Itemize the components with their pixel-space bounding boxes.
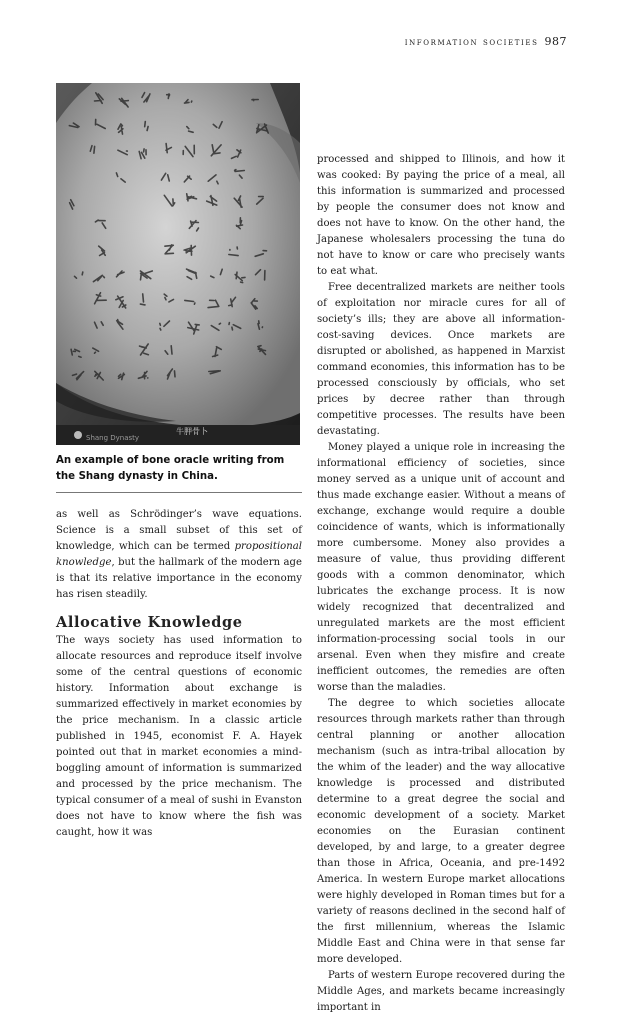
text-run: as well as Schrödinger’s wave equations. Science is a small subset of this set of knowledge, which can be termed [56,509,302,552]
oracle-bone-image [56,83,300,445]
right-paragraph-5: Parts of western Europe recovered during the Middle Ages, and markets became increasingly important in [317,970,565,1013]
figure-caption: An example of bone oracle writing from the Shang dynasty in China. [56,455,285,482]
right-paragraph-1: processed and shipped to Illinois, and how it was cooked: By paying the price of a meal, all this information is summarized and processed by people the consumer does not know and does not have to know. On the other hand, the Japanese wholesalers processing the tuna do not have to know or care who precisely wants to eat what. [317,154,565,277]
photo-label-chars: 牛胛骨卜 [176,427,208,436]
section-heading: Allocative Knowledge [56,614,243,631]
right-column [317,152,565,1016]
right-paragraph-2: Free decentralized markets are neither tools of exploitation nor miracle cures for all of society’s ills; they are above all information-cost-saving devices. Once markets are disrupted or abolished, as happened in Marxist command economies, this information has to be processed consciously by officials, who set prices by decree rather than through competitive processes. The results have been devastating. [317,282,565,437]
page-number: 987 [544,35,567,48]
caption-divider [56,492,302,493]
right-paragraph-3: Money played a unique role in increasing the informational efficiency of societies, since money served as a unique unit of account and thus made exchange easier. Without a means of exchange, exchange would require a double coincidence of wants, which is informationally more cumbersome. Money also provides a measure of value, thus providing different goods with a common denominator, which lubricates the exchange process. It is now widely recognized that decentralized and unregulated markets are the most efficient information-processing social tools in our arsenal. Even when they misfire and create inefficient outcomes, the remedies are often worse than the maladies. [317,442,565,693]
right-paragraph-4: The degree to which societies allocate resources through markets rather than through central planning or another allocation mechanism (such as intra-tribal allocation by the whim of the leader) and the way allocative knowledge is processed and distributed determine to a great degree the social and economic development of a society. Market economies on the Eurasian continent developed, by and large, to a greater degree than those in Africa, Oceania, and pre-1492 America. In western Europe market allocations were highly developed in Roman times but for a variety of reasons declined in the second half of the first millennium, whereas the Islamic Middle East and China were in that sense far more developed. [317,698,565,965]
intro-paragraph [56,507,302,603]
text-run: , but the hallmark of the modern age is that its relative importance in the economy has risen steadily. [56,557,302,600]
running-header [405,35,567,48]
left-column [56,507,302,841]
body-paragraph: The ways society has used information to allocate resources and reproduce itself involve some of the central questions of economic history. Information about exchange is summarized effectively in market economies by the price mechanism. In a classic article published in 1945, economist F. A. Hayek pointed out that in market economies a mind-boggling amount of information is summarized and processed by the price mechanism. The typical consumer of a meal of sushi in Evanston does not have to know where the fish was caught, how it was [56,635,302,838]
oracle-bone-photo [56,83,300,445]
italic-term: propositional knowledge [56,541,302,568]
photo-label-text: Shang Dynasty [86,434,140,442]
running-title: information societies [404,37,539,48]
